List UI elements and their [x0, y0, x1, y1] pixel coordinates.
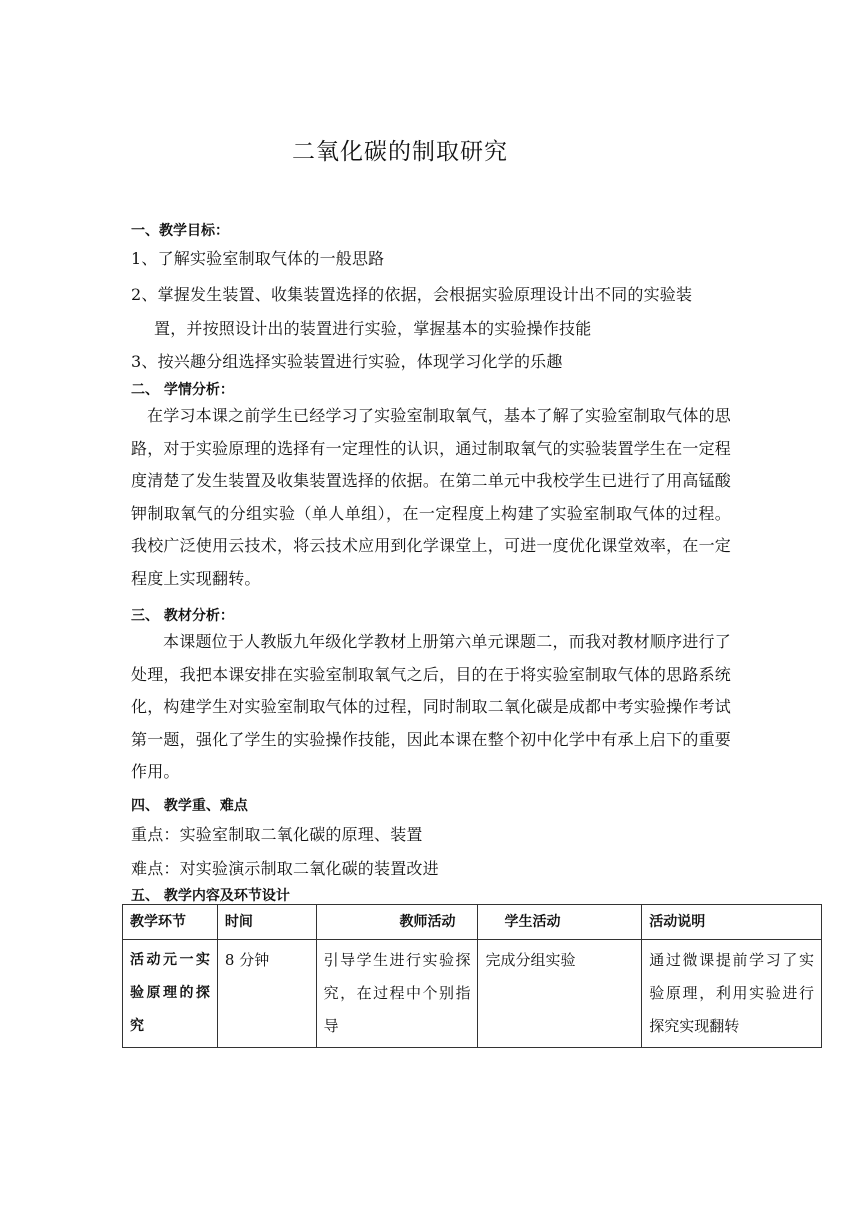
lesson-design-table [122, 904, 822, 1048]
document-title: 二氧化碳的制取研究 [292, 139, 508, 165]
table-header-cell: 教师活动 [316, 905, 478, 940]
goal-item-3: 3、按兴趣分组选择实验装置进行实验，体现学习化学的乐趣 [131, 352, 563, 371]
goal-item-1: 1、了解实验室制取气体的一般思路 [131, 249, 385, 268]
key-point-text: 重点：实验室制取二氧化碳的原理、装置 [131, 825, 423, 844]
key-points-heading: 四、 教学重、难点 [131, 798, 248, 814]
textbook-analysis-paragraph: 本课题位于人教版九年级化学教材上册第六单元课题二，而我对教材顺序进行了处理，我把本课安排在实验室制取氧气之后，目的在于将实验室制取气体的思路系统化，构建学生对实验室制取气体的过程，同时制取二氧化碳是成都中考实验操作考试第一题，强化了学生的实验操作技能，因此本课在整个初中化学中有承上启下的重要作用。 [131, 632, 731, 781]
difficult-point-text: 难点：对实验演示制取二氧化碳的装置改进 [131, 859, 439, 878]
table-cell-time: 8 分钟 [217, 940, 316, 1048]
table-cell-student-activity: 完成分组实验 [478, 940, 642, 1048]
table-cell-teacher-activity: 引导学生进行实验探究，在过程中个别指导 [316, 940, 478, 1048]
table-row [123, 940, 822, 1048]
goal-item-2: 2、掌握发生装置、收集装置选择的依据，会根据实验原理设计出不同的实验装 [131, 285, 693, 304]
table-cell-stage: 活动元一实验原理的探究 [123, 940, 218, 1048]
table-header-cell: 活动说明 [642, 905, 822, 940]
textbook-analysis-heading: 三、 教材分析： [131, 608, 234, 624]
table-header-cell: 教学环节 [123, 905, 218, 940]
goals-heading: 一、教学目标： [131, 223, 229, 239]
table-header-cell: 学生活动 [478, 905, 642, 940]
table-header-row [123, 905, 822, 940]
table-cell-activity-note: 通过微课提前学习了实验原理，利用实验进行探究实现翻转 [642, 940, 822, 1048]
goal-item-2-continued: 置，并按照设计出的装置进行实验，掌握基本的实验操作技能 [154, 319, 592, 338]
design-heading: 五、 教学内容及环节设计 [131, 888, 290, 904]
table-header-cell: 时间 [217, 905, 316, 940]
student-analysis-heading: 二、 学情分析： [131, 382, 234, 398]
student-analysis-paragraph: 在学习本课之前学生已经学习了实验室制取氧气，基本了解了实验室制取气体的思路，对于实验原理的选择有一定理性的认识，通过制取氧气的实验装置学生在一定程度清楚了发生装置及收集装置选择的依据。在第二单元中我校学生已进行了用高锰酸钾制取氧气的分组实验（单人单组），在一定程度上构建了实验室制取气体的过程。我校广泛使用云技术，将云技术应用到化学课堂上，可进一度优化课堂效率，在一定程度上实现翻转。 [131, 406, 731, 588]
